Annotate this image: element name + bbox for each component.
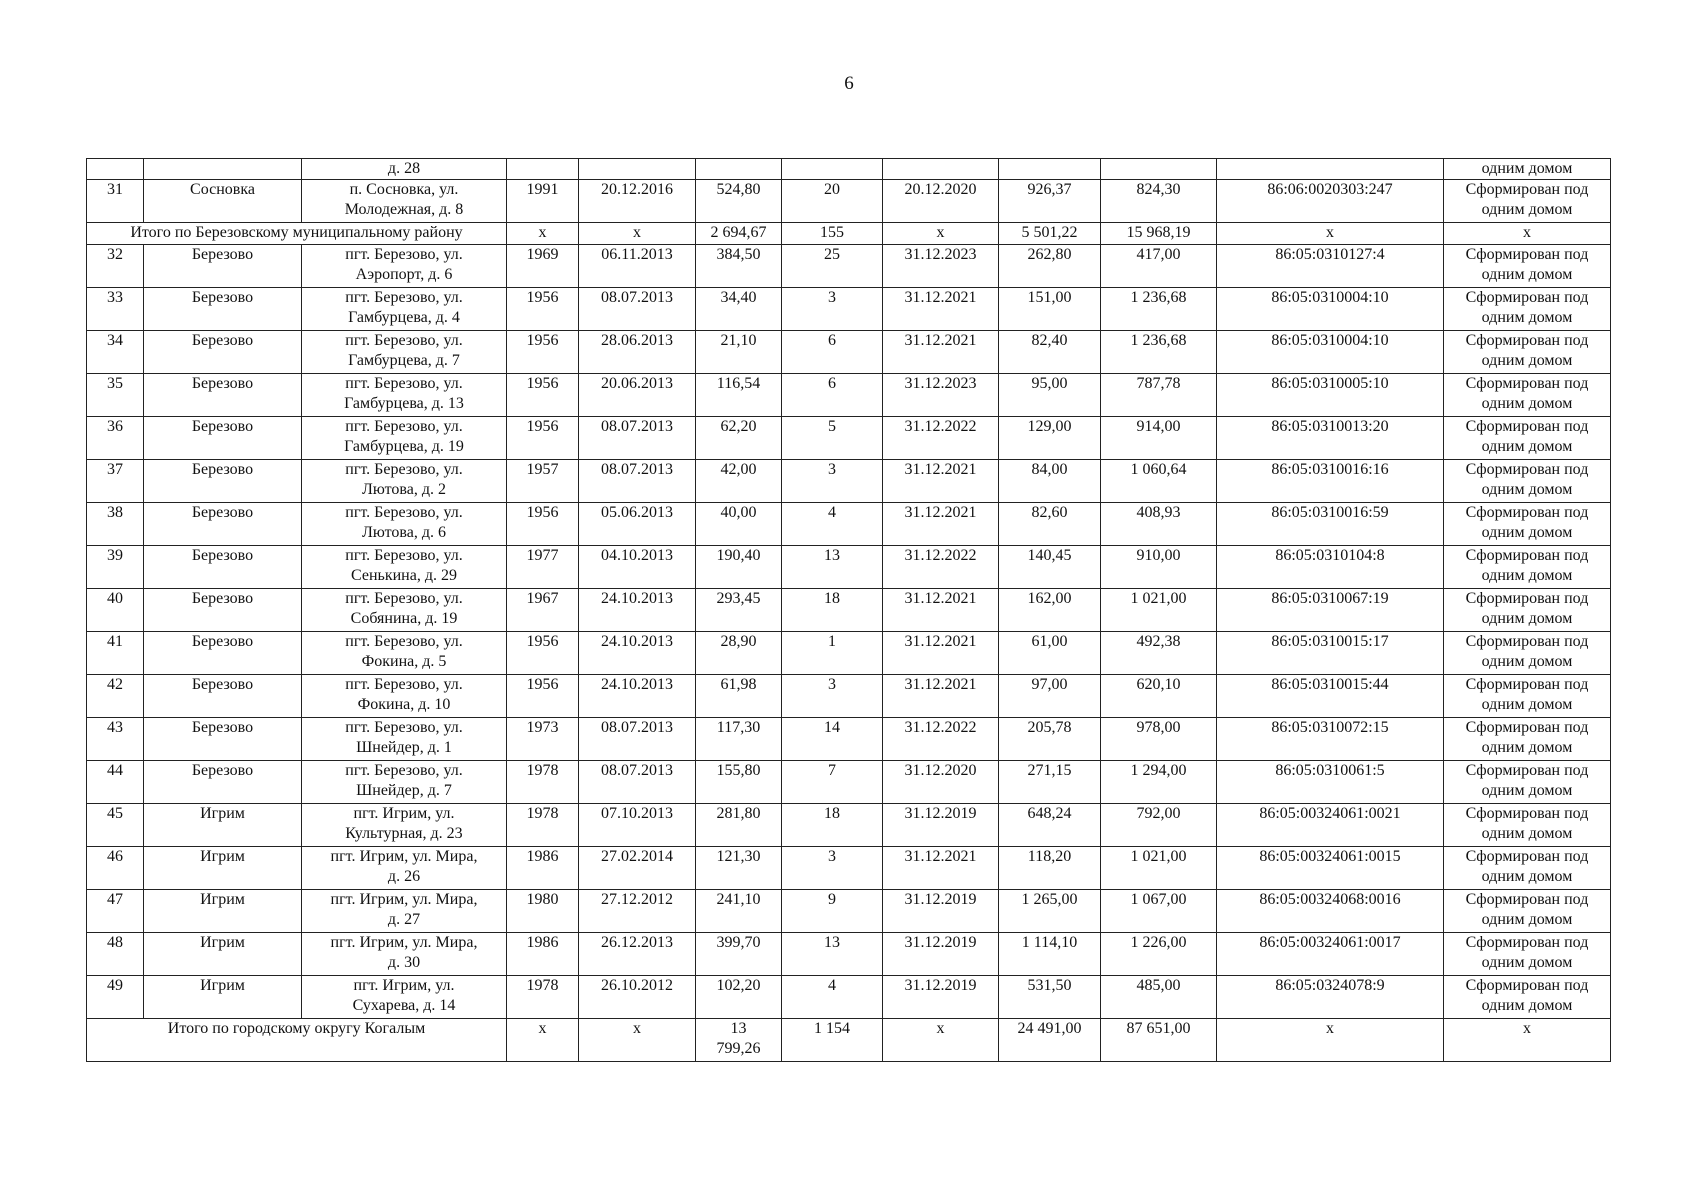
deadline-cell: 31.12.2022: [883, 546, 999, 589]
status-cell: Сформирован под одним домом: [1444, 589, 1611, 632]
settlement-cell: Березово: [144, 417, 302, 460]
status-cell: Сформирован под одним домом: [1444, 761, 1611, 804]
address-cell: пгт. Игрим, ул. Культурная, д. 23: [302, 804, 507, 847]
status-cell: Сформирован под одним домом: [1444, 417, 1611, 460]
status-cell: Сформирован под одним домом: [1444, 675, 1611, 718]
cadastral-number-cell: 86:06:0020303:247: [1217, 180, 1444, 223]
land-area-cell: 531,50: [999, 976, 1101, 1019]
row-number-cell: 33: [87, 288, 144, 331]
table-row: [87, 180, 1611, 223]
date-cell: 26.10.2012: [579, 976, 696, 1019]
land-area-cell: [999, 159, 1101, 180]
status-cell: Сформирован под одним домом: [1444, 804, 1611, 847]
land-area-cell: 271,15: [999, 761, 1101, 804]
settlement-cell: Березово: [144, 503, 302, 546]
deadline-cell: 31.12.2022: [883, 718, 999, 761]
table-row: [87, 933, 1611, 976]
area-cell: 524,80: [696, 180, 782, 223]
value-cell: [1101, 159, 1217, 180]
deadline-cell: 31.12.2021: [883, 503, 999, 546]
value-cell: 492,38: [1101, 632, 1217, 675]
date-cell: 24.10.2013: [579, 632, 696, 675]
settlement-cell: Игрим: [144, 890, 302, 933]
row-number-cell: 46: [87, 847, 144, 890]
date-cell: 20.06.2013: [579, 374, 696, 417]
year-cell: 1978: [507, 761, 579, 804]
settlement-cell: [144, 159, 302, 180]
land-area-cell: 24 491,00: [999, 1019, 1101, 1062]
address-cell: пгт. Игрим, ул. Сухарева, д. 14: [302, 976, 507, 1019]
status-cell: Сформирован под одним домом: [1444, 245, 1611, 288]
date-cell: 08.07.2013: [579, 460, 696, 503]
area-cell: 241,10: [696, 890, 782, 933]
cadastral-number-cell: 86:05:0310016:59: [1217, 503, 1444, 546]
residents-cell: 18: [782, 804, 883, 847]
residents-cell: 13: [782, 546, 883, 589]
value-cell: 1 060,64: [1101, 460, 1217, 503]
row-number-cell: 35: [87, 374, 144, 417]
settlement-cell: Березово: [144, 288, 302, 331]
land-area-cell: 129,00: [999, 417, 1101, 460]
table-row: [87, 460, 1611, 503]
cadastral-number-cell: 86:05:0310072:15: [1217, 718, 1444, 761]
date-cell: 27.12.2012: [579, 890, 696, 933]
residents-cell: 3: [782, 288, 883, 331]
deadline-cell: 20.12.2020: [883, 180, 999, 223]
row-number-cell: 32: [87, 245, 144, 288]
land-area-cell: 118,20: [999, 847, 1101, 890]
status-cell: Сформирован под одним домом: [1444, 890, 1611, 933]
residents-cell: 3: [782, 460, 883, 503]
row-number-cell: 38: [87, 503, 144, 546]
row-number-cell: 44: [87, 761, 144, 804]
deadline-cell: 31.12.2021: [883, 331, 999, 374]
land-area-cell: 1 114,10: [999, 933, 1101, 976]
cadastral-number-cell: 86:05:0310104:8: [1217, 546, 1444, 589]
area-cell: 42,00: [696, 460, 782, 503]
residents-cell: 1 154: [782, 1019, 883, 1062]
residents-cell: 13: [782, 933, 883, 976]
row-number-cell: 36: [87, 417, 144, 460]
cadastral-number-cell: 86:05:0310015:44: [1217, 675, 1444, 718]
table-row: [87, 761, 1611, 804]
value-cell: 1 067,00: [1101, 890, 1217, 933]
cadastral-number-cell: 86:05:00324061:0017: [1217, 933, 1444, 976]
residents-cell: 6: [782, 374, 883, 417]
land-area-cell: 97,00: [999, 675, 1101, 718]
area-cell: 281,80: [696, 804, 782, 847]
year-cell: 1980: [507, 890, 579, 933]
table-row: [87, 589, 1611, 632]
row-number-cell: 39: [87, 546, 144, 589]
date-cell: 24.10.2013: [579, 589, 696, 632]
year-cell: 1986: [507, 933, 579, 976]
row-number-cell: 42: [87, 675, 144, 718]
land-area-cell: 205,78: [999, 718, 1101, 761]
deadline-cell: 31.12.2021: [883, 460, 999, 503]
year-cell: 1956: [507, 331, 579, 374]
residents-cell: 20: [782, 180, 883, 223]
residents-cell: 3: [782, 847, 883, 890]
status-cell: Сформирован под одним домом: [1444, 976, 1611, 1019]
area-cell: 28,90: [696, 632, 782, 675]
subtotal-row-berezovsky: [87, 223, 1611, 245]
year-cell: х: [507, 223, 579, 245]
residents-cell: [782, 159, 883, 180]
land-area-cell: 1 265,00: [999, 890, 1101, 933]
table-row: [87, 976, 1611, 1019]
status-cell: Сформирован под одним домом: [1444, 632, 1611, 675]
deadline-cell: 31.12.2021: [883, 589, 999, 632]
year-cell: 1956: [507, 288, 579, 331]
year-cell: 1977: [507, 546, 579, 589]
settlement-cell: Березово: [144, 632, 302, 675]
deadline-cell: 31.12.2023: [883, 245, 999, 288]
area-cell: 384,50: [696, 245, 782, 288]
address-cell: пгт. Березово, ул. Гамбурцева, д. 7: [302, 331, 507, 374]
total-label-cell: Итого по Березовскому муниципальному району: [87, 223, 507, 245]
settlement-cell: Березово: [144, 761, 302, 804]
date-cell: 08.07.2013: [579, 761, 696, 804]
date-cell: 08.07.2013: [579, 718, 696, 761]
residents-cell: 9: [782, 890, 883, 933]
residents-cell: 25: [782, 245, 883, 288]
total-label-cell: Итого по городскому округу Когалым: [87, 1019, 507, 1062]
cadastral-number-cell: 86:05:00324061:0015: [1217, 847, 1444, 890]
date-cell: х: [579, 1019, 696, 1062]
year-cell: 1986: [507, 847, 579, 890]
residents-cell: 4: [782, 976, 883, 1019]
deadline-cell: х: [883, 223, 999, 245]
address-cell: д. 28: [302, 159, 507, 180]
area-cell: 13 799,26: [696, 1019, 782, 1062]
deadline-cell: 31.12.2019: [883, 804, 999, 847]
status-cell: Сформирован под одним домом: [1444, 933, 1611, 976]
settlement-cell: Игрим: [144, 847, 302, 890]
deadline-cell: 31.12.2022: [883, 417, 999, 460]
table-row: [87, 288, 1611, 331]
address-cell: пгт. Березово, ул. Шнейдер, д. 1: [302, 718, 507, 761]
residents-cell: 3: [782, 675, 883, 718]
value-cell: 408,93: [1101, 503, 1217, 546]
status-cell: одним домом: [1444, 159, 1611, 180]
value-cell: 87 651,00: [1101, 1019, 1217, 1062]
value-cell: 1 021,00: [1101, 589, 1217, 632]
housing-registry-table: [86, 158, 1611, 1062]
value-cell: 914,00: [1101, 417, 1217, 460]
settlement-cell: Березово: [144, 245, 302, 288]
deadline-cell: 31.12.2021: [883, 847, 999, 890]
cadastral-cell: х: [1217, 1019, 1444, 1062]
row-number-cell: [87, 159, 144, 180]
year-cell: 1956: [507, 417, 579, 460]
value-cell: 787,78: [1101, 374, 1217, 417]
land-area-cell: 84,00: [999, 460, 1101, 503]
value-cell: 620,10: [1101, 675, 1217, 718]
year-cell: [507, 159, 579, 180]
address-cell: пгт. Игрим, ул. Мира, д. 30: [302, 933, 507, 976]
cadastral-number-cell: 86:05:0310016:16: [1217, 460, 1444, 503]
address-cell: пгт. Березово, ул. Аэропорт, д. 6: [302, 245, 507, 288]
row-number-cell: 31: [87, 180, 144, 223]
date-cell: 07.10.2013: [579, 804, 696, 847]
status-cell: Сформирован под одним домом: [1444, 546, 1611, 589]
residents-cell: 7: [782, 761, 883, 804]
year-cell: 1991: [507, 180, 579, 223]
cadastral-number-cell: 86:05:0310015:17: [1217, 632, 1444, 675]
area-cell: 34,40: [696, 288, 782, 331]
status-cell: х: [1444, 223, 1611, 245]
cadastral-number-cell: 86:05:0310067:19: [1217, 589, 1444, 632]
land-area-cell: 82,40: [999, 331, 1101, 374]
table-row-continuation: [87, 159, 1611, 180]
address-cell: пгт. Березово, ул. Собянина, д. 19: [302, 589, 507, 632]
address-cell: п. Сосновка, ул. Молодежная, д. 8: [302, 180, 507, 223]
area-cell: 62,20: [696, 417, 782, 460]
value-cell: 1 236,68: [1101, 288, 1217, 331]
deadline-cell: [883, 159, 999, 180]
year-cell: х: [507, 1019, 579, 1062]
year-cell: 1956: [507, 675, 579, 718]
deadline-cell: 31.12.2019: [883, 933, 999, 976]
land-area-cell: 151,00: [999, 288, 1101, 331]
date-cell: 27.02.2014: [579, 847, 696, 890]
year-cell: 1978: [507, 804, 579, 847]
cadastral-number-cell: 86:05:00324061:0021: [1217, 804, 1444, 847]
row-number-cell: 37: [87, 460, 144, 503]
area-cell: 40,00: [696, 503, 782, 546]
value-cell: 485,00: [1101, 976, 1217, 1019]
row-number-cell: 41: [87, 632, 144, 675]
date-cell: [579, 159, 696, 180]
area-cell: 190,40: [696, 546, 782, 589]
address-cell: пгт. Березово, ул. Лютова, д. 6: [302, 503, 507, 546]
cadastral-number-cell: 86:05:0310004:10: [1217, 288, 1444, 331]
page-number: 6: [844, 73, 854, 94]
area-cell: 61,98: [696, 675, 782, 718]
settlement-cell: Игрим: [144, 933, 302, 976]
row-number-cell: 45: [87, 804, 144, 847]
date-cell: 05.06.2013: [579, 503, 696, 546]
year-cell: 1956: [507, 503, 579, 546]
cadastral-number-cell: 86:05:0310005:10: [1217, 374, 1444, 417]
land-area-cell: 262,80: [999, 245, 1101, 288]
table-row: [87, 675, 1611, 718]
year-cell: 1967: [507, 589, 579, 632]
area-cell: [696, 159, 782, 180]
value-cell: 1 021,00: [1101, 847, 1217, 890]
row-number-cell: 34: [87, 331, 144, 374]
value-cell: 417,00: [1101, 245, 1217, 288]
value-cell: 1 226,00: [1101, 933, 1217, 976]
status-cell: Сформирован под одним домом: [1444, 374, 1611, 417]
cadastral-number-cell: 86:05:0310004:10: [1217, 331, 1444, 374]
value-cell: 978,00: [1101, 718, 1217, 761]
deadline-cell: 31.12.2021: [883, 632, 999, 675]
area-cell: 399,70: [696, 933, 782, 976]
table-row: [87, 632, 1611, 675]
value-cell: 1 236,68: [1101, 331, 1217, 374]
land-area-cell: 162,00: [999, 589, 1101, 632]
deadline-cell: 31.12.2021: [883, 288, 999, 331]
date-cell: 04.10.2013: [579, 546, 696, 589]
deadline-cell: 31.12.2023: [883, 374, 999, 417]
value-cell: 792,00: [1101, 804, 1217, 847]
address-cell: пгт. Березово, ул. Лютова, д. 2: [302, 460, 507, 503]
deadline-cell: х: [883, 1019, 999, 1062]
residents-cell: 18: [782, 589, 883, 632]
table-row: [87, 503, 1611, 546]
deadline-cell: 31.12.2021: [883, 675, 999, 718]
land-area-cell: 648,24: [999, 804, 1101, 847]
date-cell: х: [579, 223, 696, 245]
address-cell: пгт. Игрим, ул. Мира, д. 27: [302, 890, 507, 933]
land-area-cell: 140,45: [999, 546, 1101, 589]
settlement-cell: Игрим: [144, 976, 302, 1019]
value-cell: 910,00: [1101, 546, 1217, 589]
land-area-cell: 95,00: [999, 374, 1101, 417]
row-number-cell: 47: [87, 890, 144, 933]
date-cell: 28.06.2013: [579, 331, 696, 374]
settlement-cell: Березово: [144, 460, 302, 503]
status-cell: Сформирован под одним домом: [1444, 718, 1611, 761]
table-row: [87, 718, 1611, 761]
status-cell: х: [1444, 1019, 1611, 1062]
date-cell: 20.12.2016: [579, 180, 696, 223]
status-cell: Сформирован под одним домом: [1444, 503, 1611, 546]
settlement-cell: Игрим: [144, 804, 302, 847]
status-cell: Сформирован под одним домом: [1444, 460, 1611, 503]
settlement-cell: Березово: [144, 546, 302, 589]
land-area-cell: 82,60: [999, 503, 1101, 546]
address-cell: пгт. Игрим, ул. Мира, д. 26: [302, 847, 507, 890]
settlement-cell: Березово: [144, 374, 302, 417]
address-cell: пгт. Березово, ул. Гамбурцева, д. 4: [302, 288, 507, 331]
year-cell: 1956: [507, 632, 579, 675]
cadastral-cell: х: [1217, 223, 1444, 245]
table-row: [87, 847, 1611, 890]
cadastral-number-cell: 86:05:0310013:20: [1217, 417, 1444, 460]
area-cell: 116,54: [696, 374, 782, 417]
address-cell: пгт. Березово, ул. Фокина, д. 5: [302, 632, 507, 675]
area-cell: 21,10: [696, 331, 782, 374]
date-cell: 24.10.2013: [579, 675, 696, 718]
row-number-cell: 49: [87, 976, 144, 1019]
row-number-cell: 43: [87, 718, 144, 761]
table-row: [87, 546, 1611, 589]
row-number-cell: 48: [87, 933, 144, 976]
cadastral-number-cell: [1217, 159, 1444, 180]
deadline-cell: 31.12.2019: [883, 976, 999, 1019]
settlement-cell: Березово: [144, 718, 302, 761]
table-row: [87, 890, 1611, 933]
address-cell: пгт. Березово, ул. Фокина, д. 10: [302, 675, 507, 718]
deadline-cell: 31.12.2020: [883, 761, 999, 804]
table-row: [87, 417, 1611, 460]
cadastral-number-cell: 86:05:0310127:4: [1217, 245, 1444, 288]
date-cell: 08.07.2013: [579, 288, 696, 331]
cadastral-number-cell: 86:05:00324068:0016: [1217, 890, 1444, 933]
table-body: [87, 159, 1611, 1062]
year-cell: 1973: [507, 718, 579, 761]
area-cell: 293,45: [696, 589, 782, 632]
value-cell: 824,30: [1101, 180, 1217, 223]
year-cell: 1956: [507, 374, 579, 417]
year-cell: 1957: [507, 460, 579, 503]
value-cell: 1 294,00: [1101, 761, 1217, 804]
table-row: [87, 804, 1611, 847]
settlement-cell: Сосновка: [144, 180, 302, 223]
address-cell: пгт. Березово, ул. Сенькина, д. 29: [302, 546, 507, 589]
row-number-cell: 40: [87, 589, 144, 632]
status-cell: Сформирован под одним домом: [1444, 331, 1611, 374]
residents-cell: 4: [782, 503, 883, 546]
year-cell: 1969: [507, 245, 579, 288]
land-area-cell: 5 501,22: [999, 223, 1101, 245]
area-cell: 117,30: [696, 718, 782, 761]
area-cell: 155,80: [696, 761, 782, 804]
land-area-cell: 926,37: [999, 180, 1101, 223]
address-cell: пгт. Березово, ул. Гамбурцева, д. 13: [302, 374, 507, 417]
address-cell: пгт. Березово, ул. Гамбурцева, д. 19: [302, 417, 507, 460]
settlement-cell: Березово: [144, 675, 302, 718]
total-row-kogalym: [87, 1019, 1611, 1062]
residents-cell: 14: [782, 718, 883, 761]
status-cell: Сформирован под одним домом: [1444, 180, 1611, 223]
table-row: [87, 245, 1611, 288]
area-cell: 102,20: [696, 976, 782, 1019]
table-row: [87, 374, 1611, 417]
land-area-cell: 61,00: [999, 632, 1101, 675]
date-cell: 06.11.2013: [579, 245, 696, 288]
deadline-cell: 31.12.2019: [883, 890, 999, 933]
residents-cell: 6: [782, 331, 883, 374]
year-cell: 1978: [507, 976, 579, 1019]
settlement-cell: Березово: [144, 331, 302, 374]
date-cell: 26.12.2013: [579, 933, 696, 976]
table-row: [87, 331, 1611, 374]
area-cell: 2 694,67: [696, 223, 782, 245]
status-cell: Сформирован под одним домом: [1444, 288, 1611, 331]
cadastral-number-cell: 86:05:0324078:9: [1217, 976, 1444, 1019]
area-cell: 121,30: [696, 847, 782, 890]
status-cell: Сформирован под одним домом: [1444, 847, 1611, 890]
residents-cell: 155: [782, 223, 883, 245]
settlement-cell: Березово: [144, 589, 302, 632]
address-cell: пгт. Березово, ул. Шнейдер, д. 7: [302, 761, 507, 804]
date-cell: 08.07.2013: [579, 417, 696, 460]
value-cell: 15 968,19: [1101, 223, 1217, 245]
residents-cell: 1: [782, 632, 883, 675]
residents-cell: 5: [782, 417, 883, 460]
cadastral-number-cell: 86:05:0310061:5: [1217, 761, 1444, 804]
